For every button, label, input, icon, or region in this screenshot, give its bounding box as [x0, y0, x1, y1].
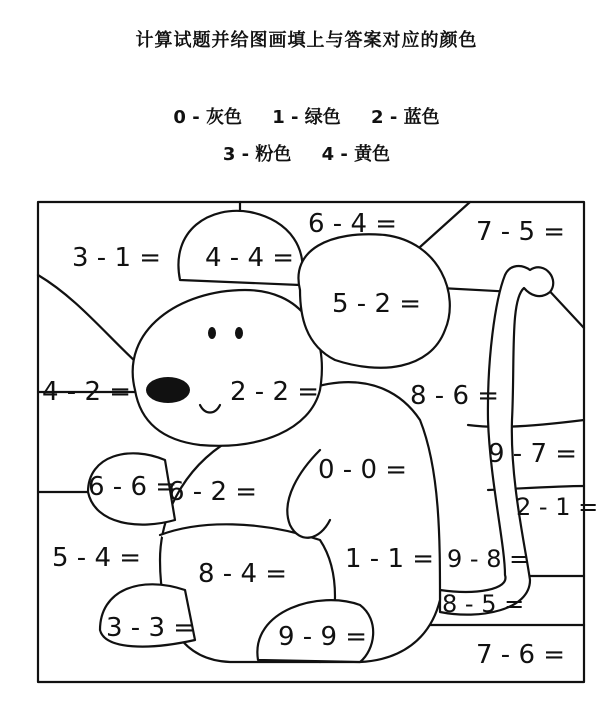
equation-label: 8 - 6 =: [410, 381, 500, 411]
mouse-eye-left: [208, 327, 216, 339]
equation-label: 9 - 9 =: [278, 622, 368, 652]
worksheet-title: 计算试题并给图画填上与答案对应的颜色: [135, 30, 478, 51]
equation-label: 6 - 6 =: [88, 472, 178, 502]
equation-label: 3 - 1 =: [72, 243, 162, 273]
equation-label: 4 - 4 =: [205, 243, 295, 273]
legend-item-gray: 0 - 灰色: [173, 107, 242, 128]
equation-label: 2 - 1 =: [516, 493, 599, 521]
equation-label: 0 - 0 =: [318, 455, 408, 485]
equation-label: 8 - 5 =: [442, 590, 525, 618]
legend-item-green: 1 - 绿色: [272, 107, 341, 128]
equation-label: 9 - 7 =: [488, 439, 578, 469]
equation-label: 4 - 2 =: [42, 377, 132, 407]
legend-item-yellow: 4 - 黄色: [321, 144, 391, 165]
legend-item-pink: 3 - 粉色: [222, 144, 292, 165]
equation-label: 7 - 6 =: [476, 640, 566, 670]
mouse-nose: [146, 377, 190, 403]
equation-label: 7 - 5 =: [476, 217, 566, 247]
equation-label: 5 - 4 =: [52, 543, 142, 573]
equation-label: 9 - 8 =: [447, 545, 530, 573]
equation-label: 2 - 2 =: [230, 377, 320, 407]
equation-label: 6 - 4 =: [308, 209, 398, 239]
equation-label: 3 - 3 =: [106, 613, 196, 643]
legend-item-blue: 2 - 蓝色: [371, 107, 440, 128]
mouse-eye-right: [235, 327, 243, 339]
equation-label: 5 - 2 =: [332, 289, 422, 319]
equation-label: 6 - 2 =: [168, 477, 258, 507]
equation-label: 8 - 4 =: [198, 559, 288, 589]
equation-label: 1 - 1 =: [345, 544, 435, 574]
